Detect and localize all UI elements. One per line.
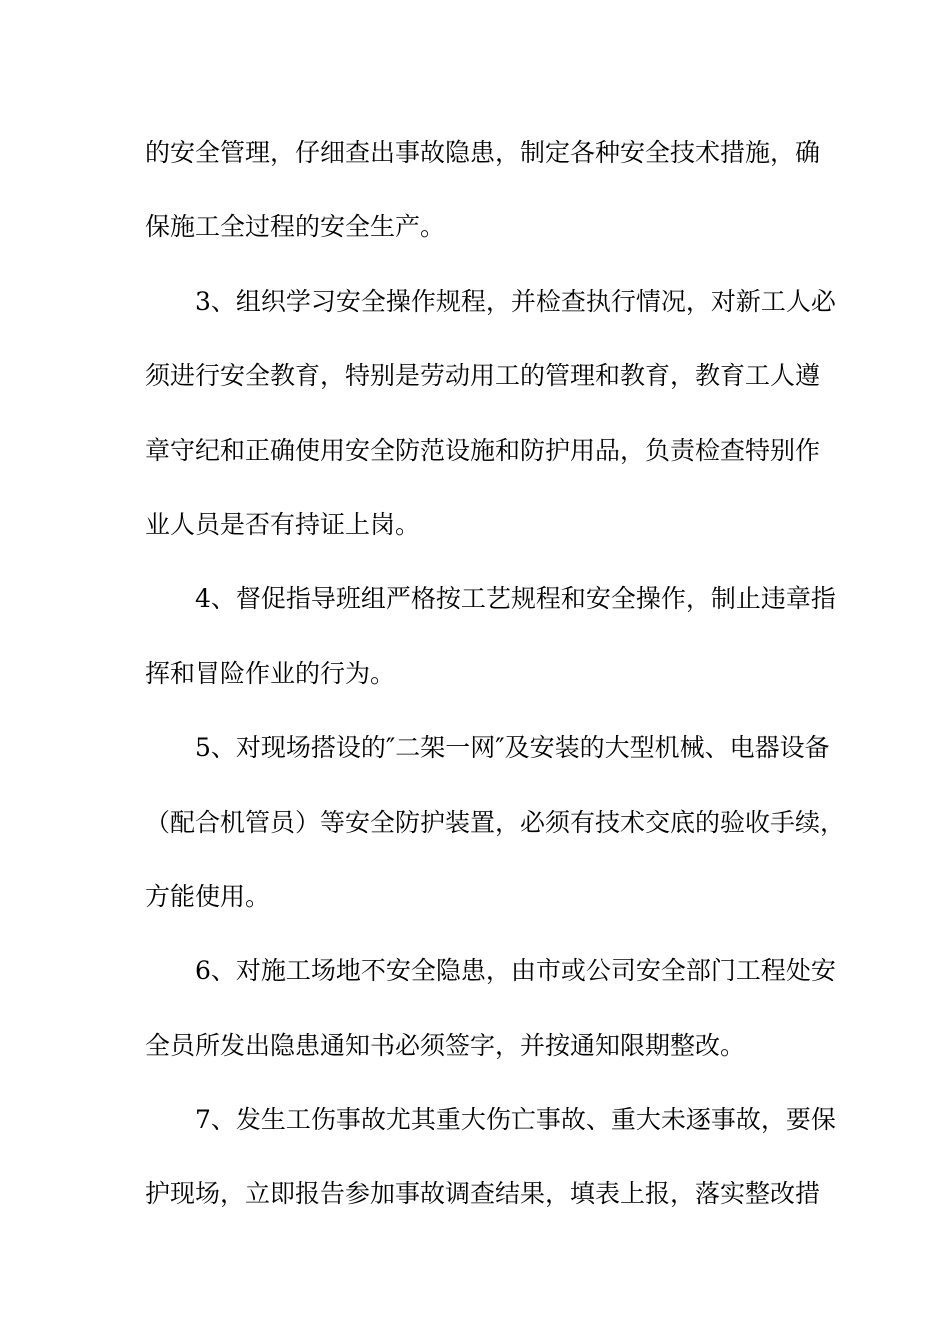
text-line: 业人员是否有持证上岗。 (145, 509, 421, 539)
text-line: 保施工全过程的安全生产。 (145, 212, 446, 242)
paragraph-4-line: 4、督促指导班组严格按工艺规程和安全操作，制止违章指 (195, 584, 836, 614)
text-line: （配合机管员）等安全防护装置，必须有技术交底的验收手续， (145, 807, 846, 837)
text-line: 方能使用。 (145, 881, 271, 911)
paragraph-3-line: 3、组织学习安全操作规程，并检查执行情况，对新工人必 (195, 286, 836, 316)
text-line: 护现场，立即报告参加事故调查结果，填表上报，落实整改措 (145, 1179, 821, 1209)
paragraph-6-line: 6、对施工场地不安全隐患，由市或公司安全部门工程处安 (195, 956, 836, 986)
text-line: 全员所发出隐患通知书必须签字，并按通知限期整改。 (145, 1030, 746, 1060)
text-line: 章守纪和正确使用安全防范设施和防护用品，负责检查特别作 (145, 435, 821, 465)
text-line: 的安全管理，仔细查出事故隐患，制定各种安全技术措施，确 (145, 138, 821, 167)
paragraph-7-line: 7、发生工伤事故尤其重大伤亡事故、重大未逐事故，要保 (195, 1105, 836, 1135)
text-line: 须进行安全教育，特别是劳动用工的管理和教育，教育工人遵 (145, 361, 821, 391)
paragraph-5-line: 5、对现场搭设的″二架一网″及安装的大型机械、电器设备 (195, 733, 830, 763)
text-line: 挥和冒险作业的行为。 (145, 658, 396, 688)
body-text (145, 127, 846, 1243)
